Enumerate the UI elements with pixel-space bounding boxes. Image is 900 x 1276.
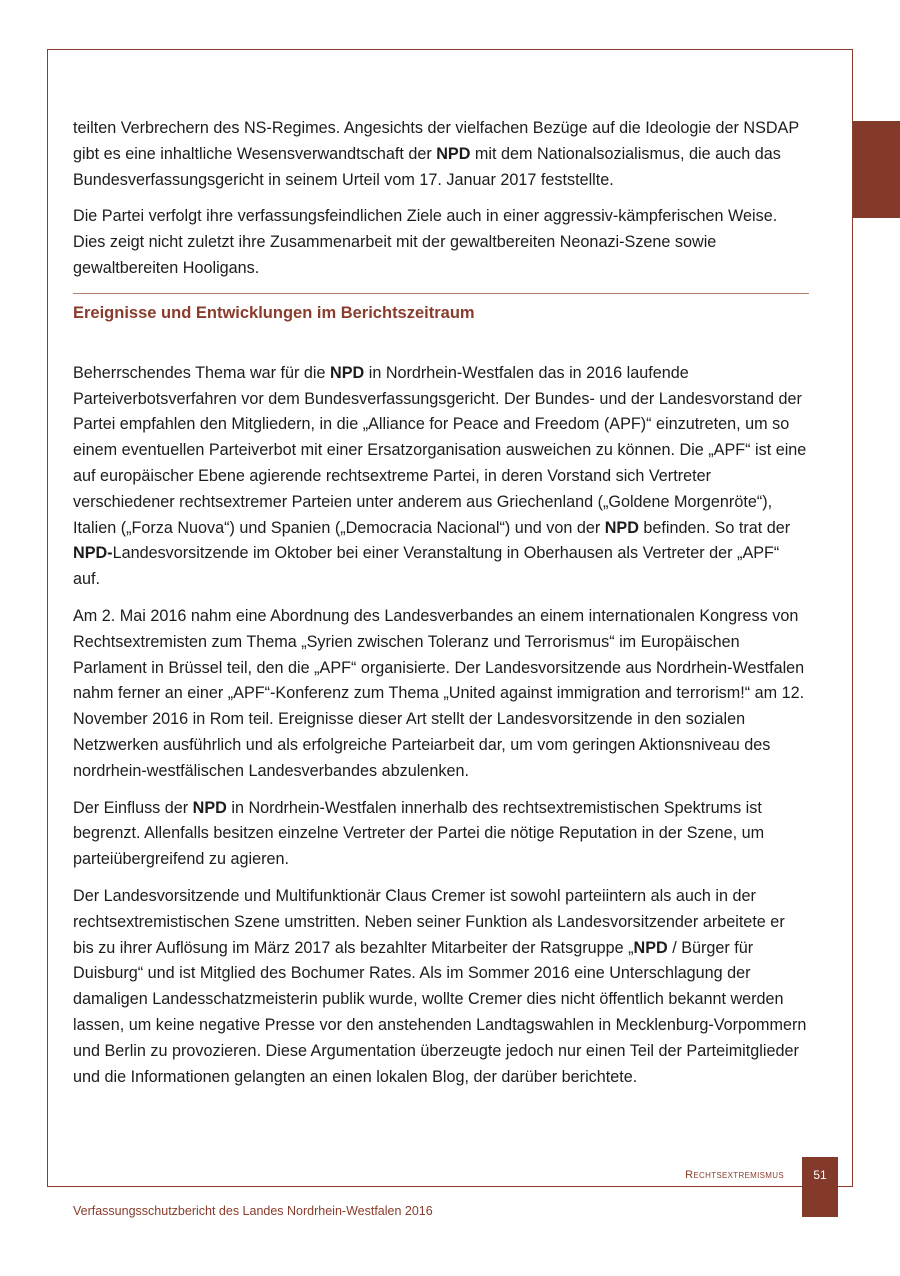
emphasis-text: NPD <box>330 363 365 382</box>
body-paragraph-1: Beherrschendes Thema war für die NPD in Nordrhein-Westfalen das in 2016 laufende Parteiverbotsverfahren vor dem Bundesverfassungsgericht. Der Bundes- und der Landesvorstand der Partei empfahlen den Mitgliedern, in die „Alliance for Peace and Freedom (APF)“ einzutreten, um so einem eventuellen Parteiverbot mit einer Ersatzorganisation ausweichen zu können. Die „APF“ ist eine auf europäischer Ebene agierende rechtsextreme Partei, in deren Vorstand sich Vertreter verschiedener rechtsextremer Parteien unter anderem aus Griechenland („Goldene Morgenröte“), Italien („Forza Nuova“) und Spanien („Democracia Nacional“) und von der NPD befinden. So trat der NPD-Landesvorsitzende im Oktober bei einer Veranstaltung in Oberhausen als Vertreter der „APF“ auf. <box>73 363 807 589</box>
body-paragraph-4: Der Landesvorsitzende und Multifunktionär Claus Cremer ist sowohl parteiintern als auch in der rechtsextremistischen Szene umstritten. Neben seiner Funktion als Landesvorsitzender arbeitete er bis zu ihrer Auflösung im März 2017 als bezahlter Mitarbeiter der Ratsgruppe „NPD / Bürger für Duisburg“ und ist Mitglied des Bochumer Rates. Als im Sommer 2016 eine Unterschlagung der damaligen Landesschatzmeisterin publik wurde, wollte Cremer dies nicht öffentlich bekannt werden lassen, um keine negative Presse vor den anstehenden Landtagswahlen in Mecklenburg-Vorpommern und Berlin zu provozieren. Diese Argumentation überzeugte jedoch nur einen Teil der Parteimitglieder und die Informationen gelangten an einen lokalen Blog, der darüber berichtete. <box>73 886 807 1086</box>
publication-caption: Verfassungsschutzbericht des Landes Nordrhein-Westfalen 2016 <box>73 1204 433 1218</box>
section-heading: Ereignisse und Entwicklungen im Berichtszeitraum <box>73 303 475 322</box>
emphasis-text: NPD <box>633 938 668 957</box>
page-content <box>73 116 809 1101</box>
intro-paragraph-1: teilten Verbrechern des NS-Regimes. Angesichts der vielfachen Bezüge auf die Ideologie der NSDAP gibt es eine inhaltliche Wesensverwandtschaft der NPD mit dem Nationalsozialismus, die auch das Bundesverfassungsgericht in seinem Urteil vom 17. Januar 2017 feststellte. <box>73 119 799 189</box>
emphasis-text: NPD- <box>73 544 113 563</box>
section-divider <box>73 293 809 294</box>
body-paragraph-3: Der Einfluss der NPD in Nordrhein-Westfalen innerhalb des rechtsextremistischen Spektrums ist begrenzt. Allenfalls besitzen einzelne Vertreter der Partei die nötige Reputation in der Szene, um parteiübergreifend zu agieren. <box>73 798 765 869</box>
emphasis-text: NPD <box>192 798 227 817</box>
emphasis-text: NPD <box>436 144 471 163</box>
chapter-tab-marker <box>853 121 900 218</box>
body-paragraph-2: Am 2. Mai 2016 nahm eine Abordnung des Landesverbandes an einem internationalen Kongress von Rechtsextremisten zum Thema „Syrien zwischen Toleranz und Terrorismus“ im Europäischen Parlament in Brüssel teil, den die „APF“ organisierte. Der Landesvorsitzende aus Nordrhein-Westfalen nahm ferner an einer „APF“-Konferenz zum Thema „United against immigration and terrorism!“ am 12. November 2016 in Rom teil. Ereignisse dieser Art stellt der Landesvorsitzende in den sozialen Netzwerken ausführlich und als erfolgreiche Parteiarbeit dar, um vom geringen Aktionsniveau des nordrhein-westfälischen Landesverbandes abzulenken. <box>73 606 805 780</box>
emphasis-text: NPD <box>604 518 639 537</box>
intro-paragraph-2: Die Partei verfolgt ihre verfassungsfeindlichen Ziele auch in einer aggressiv-kämpferischen Weise. Dies zeigt nicht zuletzt ihre Zusammenarbeit mit der gewaltbereiten Neonazi-Szene sowie gewaltbereiten Hooligans. <box>73 207 778 277</box>
section-label: Rechtsextremismus <box>685 1169 784 1181</box>
page-number: 51 <box>802 1157 838 1217</box>
